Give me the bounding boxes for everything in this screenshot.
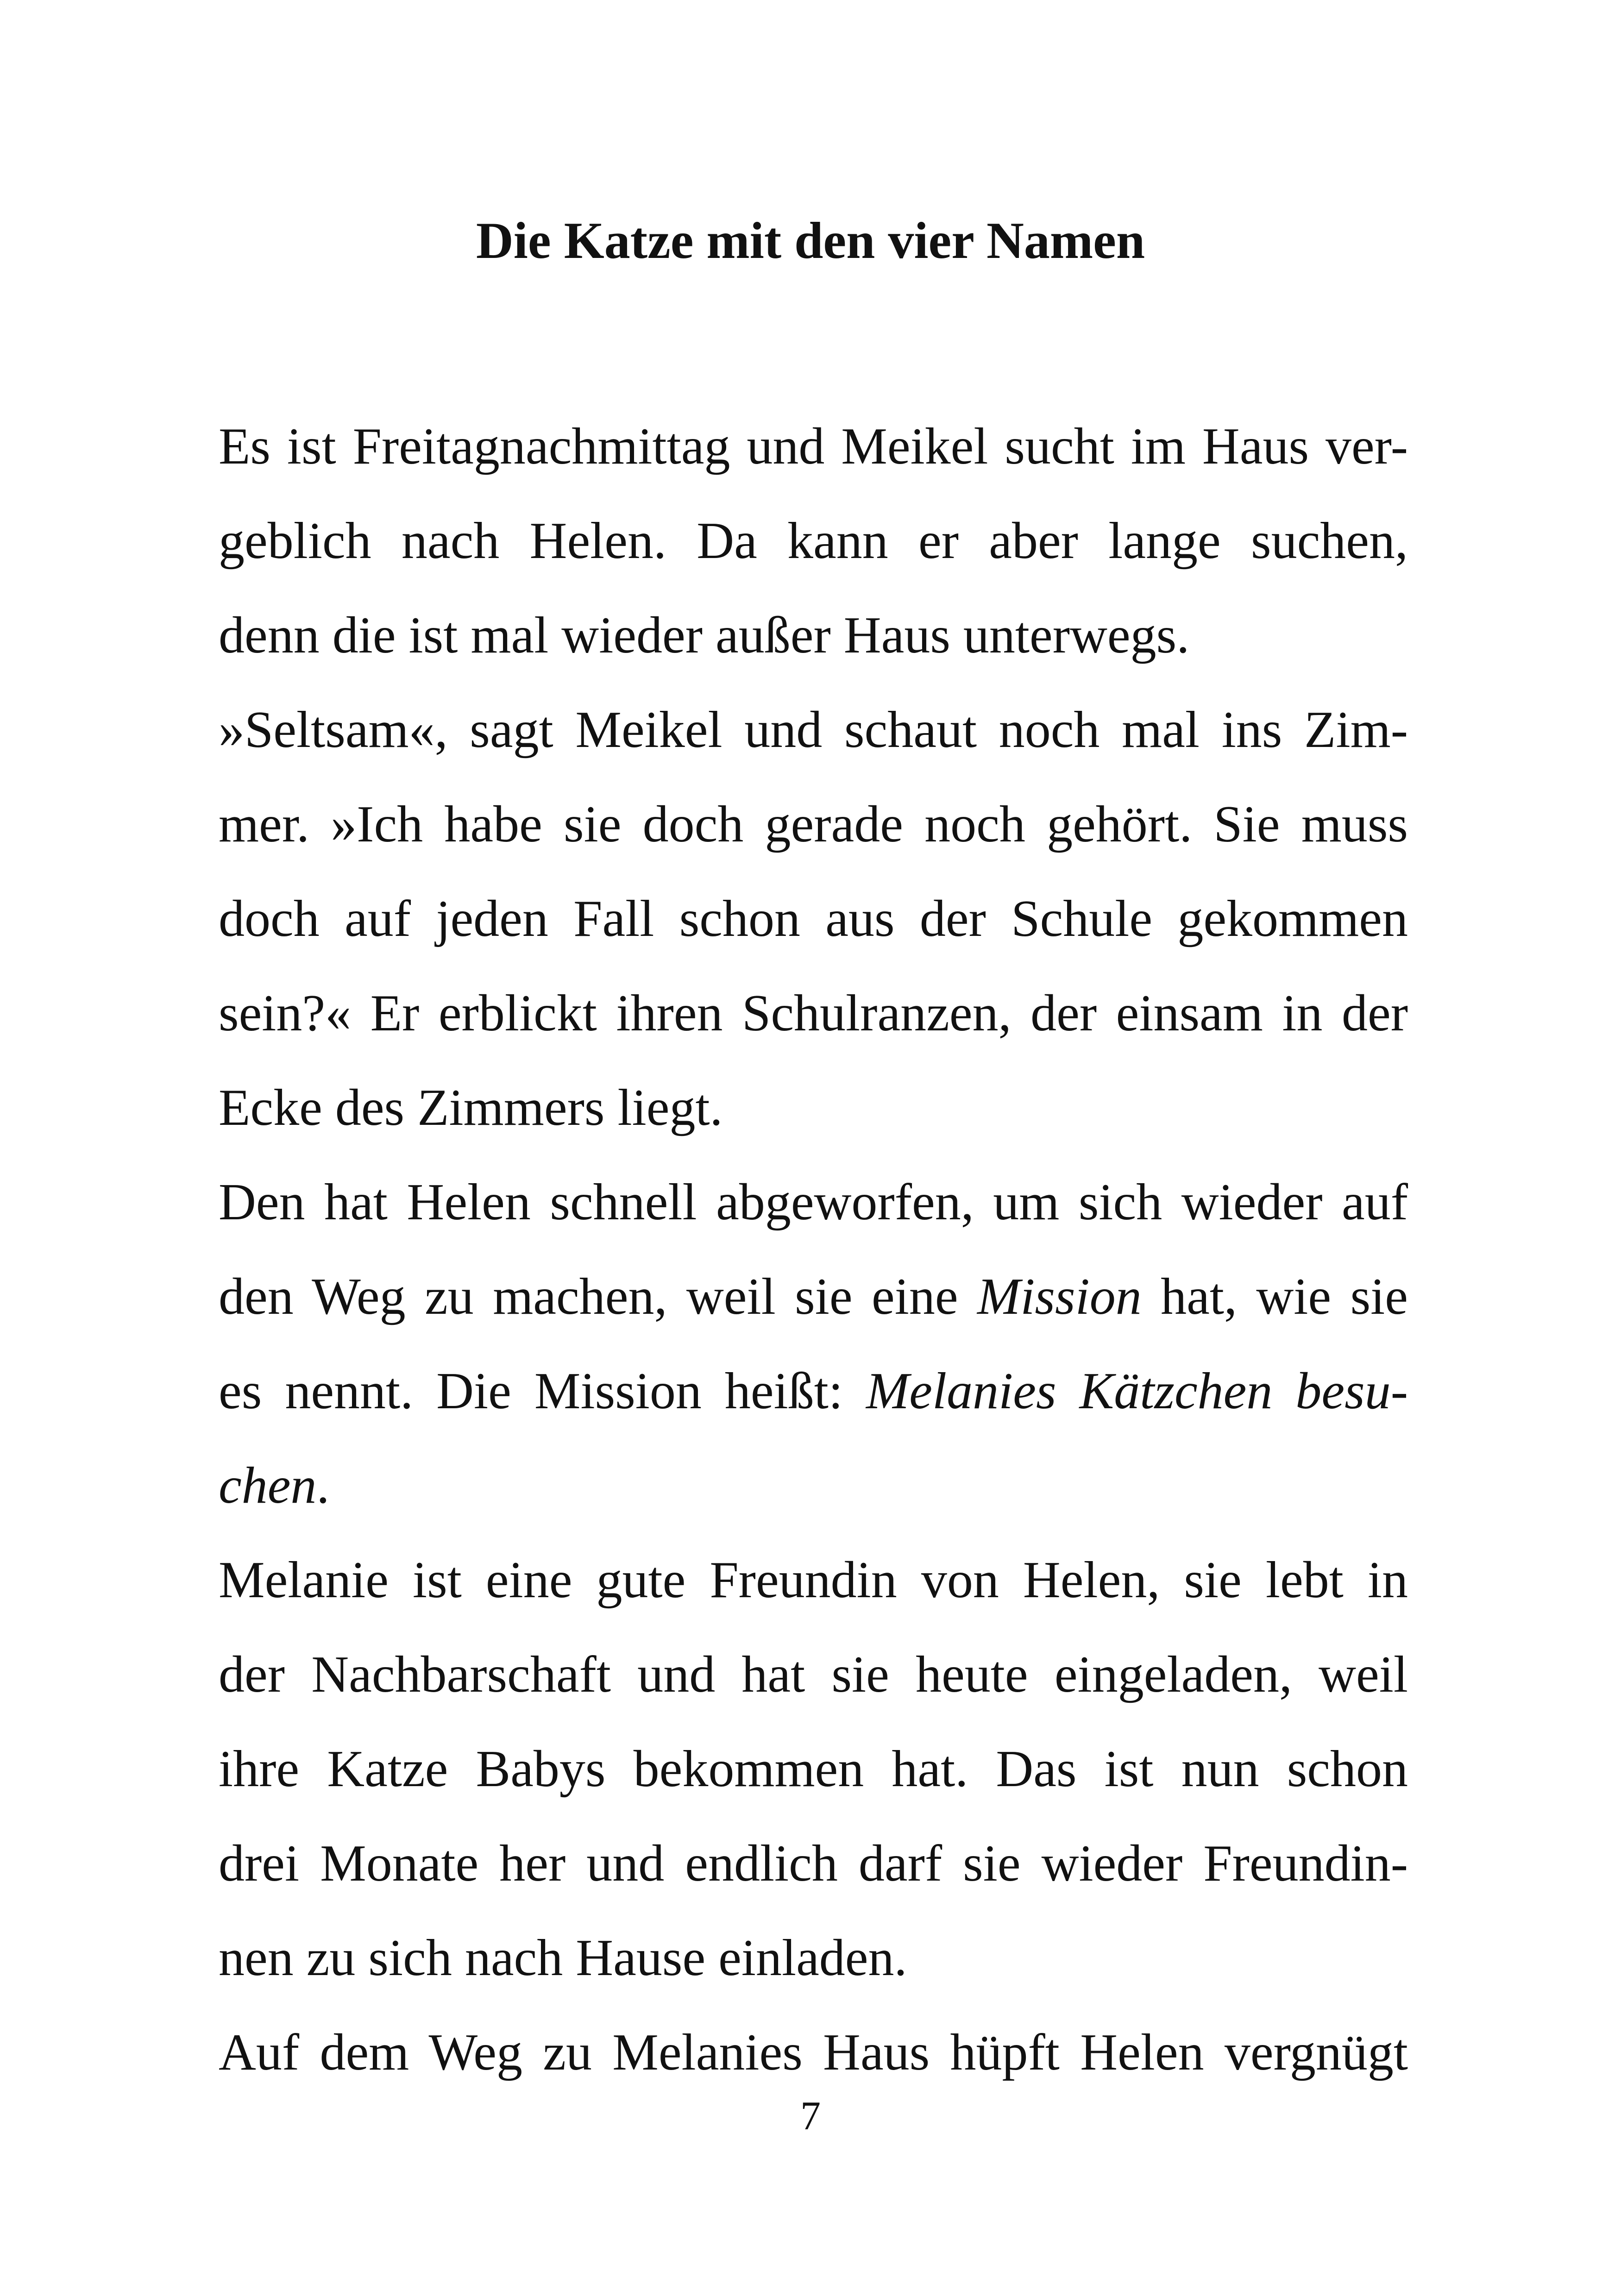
page-number: 7 <box>800 2094 821 2139</box>
text-line <box>219 1816 1408 1911</box>
text-segment: ihre Katze Babys bekommen hat. Das ist nun schon <box>219 1740 1408 1798</box>
text-segment: der Nachbarschaft und hat sie heute eingeladen, weil <box>219 1646 1408 1703</box>
text-segment: doch auf jeden Fall schon aus der Schule gekommen <box>219 890 1408 947</box>
text-segment: mer. »Ich habe sie doch gerade noch gehört. Sie muss <box>219 796 1408 853</box>
text-segment: Ecke des Zimmers liegt. <box>219 1079 723 1136</box>
text-line <box>219 1627 1408 1722</box>
text-line <box>219 2005 1408 2100</box>
text-segment: »Seltsam«, sagt Meikel und schaut noch mal ins Zim- <box>219 701 1408 759</box>
text-segment: Auf dem Weg zu Melanies Haus hüpft Helen vergnügt <box>219 2024 1408 2081</box>
text-line <box>219 588 1408 683</box>
text-line <box>219 1911 1408 2005</box>
text-segment: Den hat Helen schnell abgeworfen, um sich wieder auf <box>219 1173 1408 1231</box>
text-segment: denn die ist mal wieder außer Haus unterwegs. <box>219 607 1190 664</box>
text-line <box>219 399 1408 494</box>
text-segment: den Weg zu machen, weil sie eine <box>219 1268 977 1325</box>
text-line <box>219 1060 1408 1155</box>
text-segment: . <box>316 1457 330 1514</box>
text-segment: hat, wie sie <box>1141 1268 1408 1325</box>
italic-text: Melanies Kätzchen besu- <box>866 1362 1408 1420</box>
text-segment: drei Monate her und endlich darf sie wieder Freundin- <box>219 1835 1408 1892</box>
text-line <box>219 872 1408 966</box>
body-text <box>219 399 1408 2100</box>
italic-text: Mission <box>977 1268 1142 1325</box>
text-line <box>219 494 1408 588</box>
text-line <box>219 966 1408 1060</box>
text-line <box>219 1249 1408 1344</box>
italic-text: chen <box>219 1457 317 1514</box>
text-line <box>219 1438 1408 1533</box>
text-segment: sein?« Er erblickt ihren Schulranzen, der einsam in der <box>219 985 1408 1042</box>
text-line <box>219 1533 1408 1627</box>
text-line <box>219 683 1408 777</box>
text-segment: es nennt. Die Mission heißt: <box>219 1362 866 1420</box>
text-segment: nen zu sich nach Hause einladen. <box>219 1929 907 1987</box>
text-segment: Es ist Freitagnachmittag und Meikel sucht im Haus ver- <box>219 418 1408 475</box>
text-line <box>219 1155 1408 1249</box>
text-line <box>219 1722 1408 1816</box>
text-segment: Melanie ist eine gute Freundin von Helen, sie lebt in <box>219 1551 1408 1609</box>
text-segment: geblich nach Helen. Da kann er aber lange suchen, <box>219 512 1408 570</box>
chapter-title: Die Katze mit den vier Namen <box>476 212 1145 270</box>
text-line <box>219 777 1408 872</box>
text-line <box>219 1344 1408 1438</box>
